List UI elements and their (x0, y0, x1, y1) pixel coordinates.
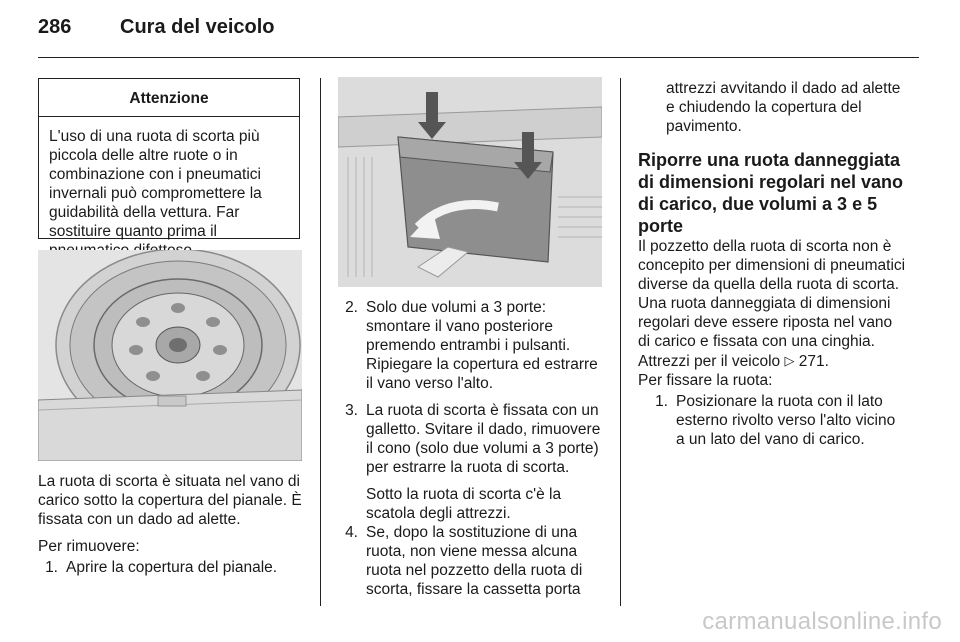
list-item-text: Se, dopo la sostituzione di una ruota, non viene messa alcuna ruota nel pozzetto della ruota di scorta, fissare la cassetta porta (366, 524, 583, 598)
spare-wheel-illustration (38, 250, 302, 461)
column-3-text (638, 79, 906, 457)
right-arrow-ref-icon: ▷ (784, 353, 795, 368)
column-separator (620, 78, 621, 606)
column-separator (320, 78, 321, 606)
paragraph: Per rimuovere: (38, 538, 140, 555)
paragraph: La ruota di scorta è situata nel vano di carico sotto la copertura del pianale. È fissata con un dado ad alette. (38, 473, 302, 528)
page-number: 286 (38, 16, 72, 38)
warning-divider (39, 116, 299, 117)
section-heading: Riporre una ruota danneggiata di dimensioni regolari nel vano di carico, due volumi a 3 e 5 porte (638, 150, 904, 236)
warning-box (38, 78, 300, 239)
list-item-number: 1. (45, 559, 58, 576)
list-item-number: 3. (345, 402, 358, 419)
watermark: carmanualsonline.info (702, 608, 942, 635)
page-title: Cura del veicolo (120, 16, 275, 38)
paragraph: Per fissare la ruota: (638, 372, 773, 389)
warning-text: L'uso di una ruota di scorta più piccola delle altre ruote o in combinazione con i pneumatici invernali può compromettere la guidabilità della vettura. Far sostituire quanto prima il (49, 128, 262, 240)
spare-wheel-drawing (38, 250, 302, 461)
rear-compartment-drawing (338, 77, 602, 287)
list-item-number: 4. (345, 524, 358, 541)
list-item (638, 392, 906, 449)
warning-title: Attenzione (129, 90, 209, 107)
list-item (338, 401, 606, 477)
list-item-number: 2. (345, 299, 358, 316)
list-item-subparagraph: Sotto la ruota di scorta c'è la scatola degli attrezzi. (366, 486, 562, 522)
header-rule (38, 57, 919, 58)
list-item (338, 298, 606, 393)
column-2-text (338, 298, 606, 607)
list-item-number: 1. (655, 393, 668, 410)
page-reference[interactable]: 271. (798, 353, 829, 370)
rear-compartment-illustration (338, 77, 602, 287)
list-item-text: Solo due volumi a 3 porte: smontare il vano posteriore premendo entrambi i pulsanti. Ripiegare la copertura ed estrarre il vano verso l'alto. (366, 299, 598, 392)
continued-list-text: attrezzi avvitando il dado ad alette e chiudendo la copertura del pavimento. (666, 80, 901, 135)
list-item-text: La ruota di scorta è fissata con un galletto. Svitare il dado, rimuovere il cono (solo due volumi a 3 porte) per estrarre la ruota di scorta. (366, 402, 601, 476)
column-1-text (38, 472, 302, 585)
paragraph-text: Il pozzetto della ruota di scorta non è concepito per dimensioni di pneumatici diverse da quella della ruota di scorta. Una ruota danneggiata di dimensioni regolari deve essere riposta nel vano di carico e fissata con una cinghia. Attrezzi per il veicolo (638, 238, 906, 370)
list-item (38, 558, 302, 577)
list-item-text: Aprire la copertura del pianale. (66, 559, 278, 576)
paragraph (638, 237, 906, 371)
list-item (338, 523, 606, 599)
list-item-text: Posizionare la ruota con il lato esterno rivolto verso l'alto vicino a un lato del vano di carico. (676, 393, 896, 448)
